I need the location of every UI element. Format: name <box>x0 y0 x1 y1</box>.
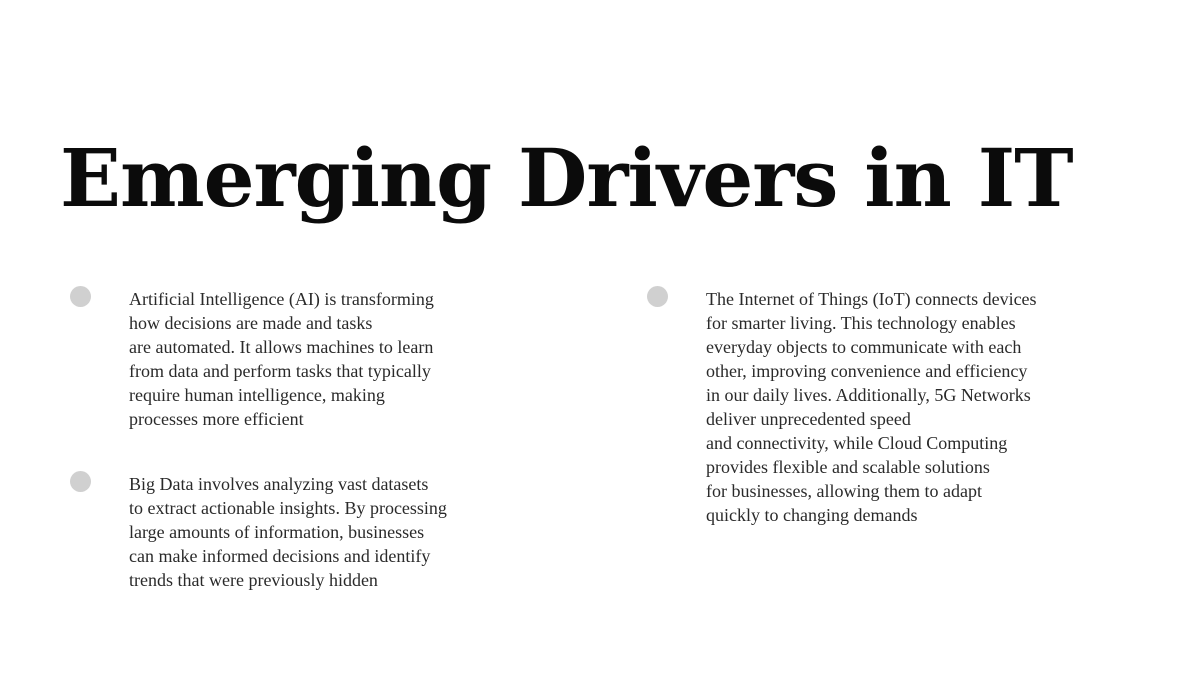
bullet-text-big-data: Big Data involves analyzing vast datasets to extract actionable insights. By processing large amounts of information, businesses can make informed decisions and identify trends that were previously hidden <box>129 474 447 590</box>
bullet-dot-icon <box>70 286 91 307</box>
bullet-dot-icon <box>647 286 668 307</box>
bullet-text-iot: The Internet of Things (IoT) connects devices for smarter living. This technology enables everyday objects to communicate with each other, improving convenience and efficiency in our daily lives. Additionally, 5G Networks deliver unprecedented speed and connectivity, while Cloud Computing provides flexible and scalable solutions for businesses, allowing them to adapt quickly to changing demands <box>706 289 1037 525</box>
bullet-dot-icon <box>70 471 91 492</box>
bullet-text-ai: Artificial Intelligence (AI) is transforming how decisions are made and tasks are automated. It allows machines to learn from data and perform tasks that typically require human intelligence, making processes more efficient <box>129 289 434 429</box>
slide-title: Emerging Drivers in IT <box>60 131 1073 225</box>
